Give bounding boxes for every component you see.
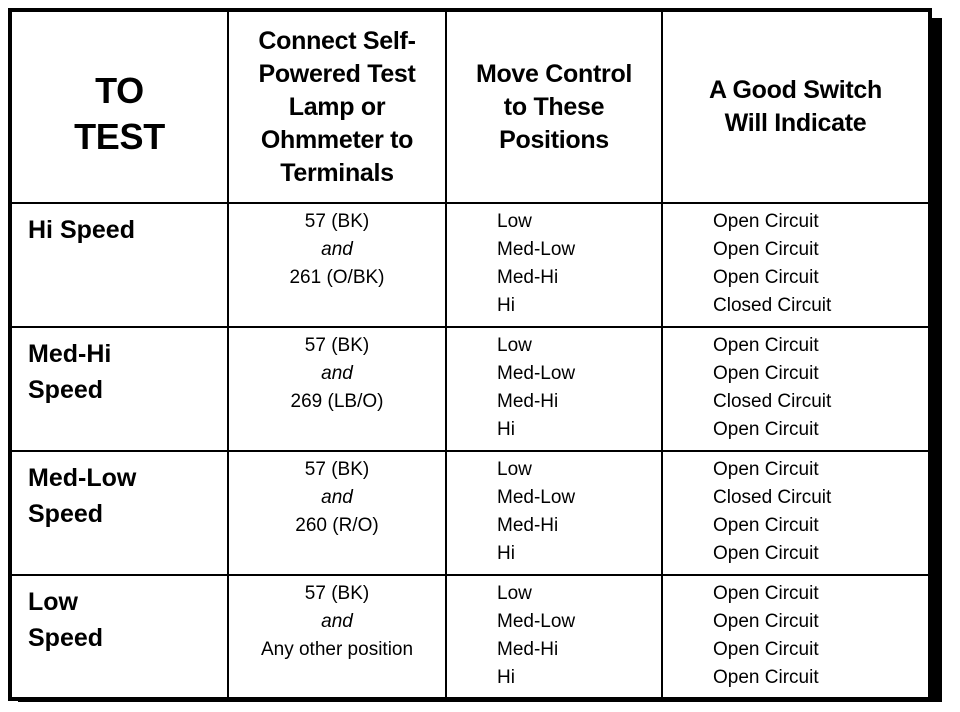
indications-cell — [662, 575, 930, 699]
switch-test-table — [8, 8, 932, 701]
terminal-a: 57 (BK) — [304, 211, 370, 232]
terminal-a: 57 (BK) — [304, 335, 370, 356]
indication-item: Open Circuit — [713, 363, 819, 384]
terminal-a: 57 (BK) — [304, 459, 370, 480]
positions-cell — [446, 451, 662, 575]
terminal-b: Any other position — [260, 639, 414, 660]
position-item: Hi — [497, 543, 515, 564]
indication-item: Open Circuit — [713, 667, 819, 688]
terminals-cell — [228, 327, 446, 451]
indication-item: Open Circuit — [713, 515, 819, 536]
header-to-test — [10, 10, 228, 203]
terminals-cell — [228, 451, 446, 575]
position-item: Med-Low — [497, 487, 576, 508]
header-good-line: A Good Switch — [709, 76, 882, 104]
position-item: Med-Low — [497, 611, 576, 632]
header-row — [10, 10, 930, 203]
header-connect-line: Powered Test — [258, 59, 416, 88]
header-move-line: to These — [503, 92, 605, 121]
header-move-control — [446, 10, 662, 203]
header-connect-line: Ohmmeter to — [260, 125, 414, 154]
header-to-test-line: TEST — [74, 116, 165, 157]
header-good-switch — [662, 10, 930, 203]
position-item: Low — [497, 459, 532, 480]
header-connect-line: Terminals — [280, 158, 394, 187]
indication-item: Closed Circuit — [713, 295, 832, 316]
indication-item: Open Circuit — [713, 335, 819, 356]
terminal-b: 260 (R/O) — [295, 515, 379, 536]
position-item: Low — [497, 211, 532, 232]
table-row — [10, 575, 930, 699]
position-item: Med-Hi — [497, 391, 559, 412]
table-row — [10, 327, 930, 451]
indication-item: Open Circuit — [713, 211, 819, 232]
terminal-and: and — [321, 239, 353, 260]
positions-cell — [446, 203, 662, 327]
header-connect-line: Lamp or — [288, 92, 386, 121]
header-to-test-line: TO — [95, 70, 144, 111]
position-item: Hi — [497, 667, 515, 688]
indication-item: Open Circuit — [713, 611, 819, 632]
test-name: Speed — [28, 624, 104, 652]
header-connect-line: Connect Self- — [258, 26, 416, 55]
table-row — [10, 451, 930, 575]
indication-item: Open Circuit — [713, 639, 819, 660]
position-item: Low — [497, 583, 532, 604]
terminal-b: 269 (LB/O) — [290, 391, 384, 412]
indication-item: Open Circuit — [713, 419, 819, 440]
position-item: Med-Low — [497, 239, 576, 260]
indications-cell — [662, 203, 930, 327]
header-good-line: Will Indicate — [724, 109, 867, 137]
position-item: Low — [497, 335, 532, 356]
positions-cell — [446, 327, 662, 451]
test-name: Hi Speed — [28, 216, 135, 244]
indications-cell — [662, 451, 930, 575]
terminals-cell — [228, 575, 446, 699]
position-item: Med-Low — [497, 363, 576, 384]
indication-item: Closed Circuit — [713, 391, 832, 412]
terminal-b: 261 (O/BK) — [289, 267, 385, 288]
indication-item: Open Circuit — [713, 267, 819, 288]
position-item: Med-Hi — [497, 639, 559, 660]
test-name-cell — [10, 327, 228, 451]
header-move-line: Positions — [499, 125, 609, 154]
indication-item: Open Circuit — [713, 543, 819, 564]
test-name: Med-Low — [28, 464, 137, 492]
table-row — [10, 203, 930, 327]
position-item: Hi — [497, 419, 515, 440]
test-name: Speed — [28, 376, 104, 404]
test-name: Med-Hi — [28, 340, 112, 368]
position-item: Hi — [497, 295, 515, 316]
indication-item: Open Circuit — [713, 459, 819, 480]
test-name-cell — [10, 451, 228, 575]
positions-cell — [446, 575, 662, 699]
terminal-and: and — [321, 611, 353, 632]
position-item: Med-Hi — [497, 267, 559, 288]
header-connect-terminals — [228, 10, 446, 203]
terminals-cell — [228, 203, 446, 327]
test-name: Speed — [28, 500, 104, 528]
terminal-and: and — [321, 487, 353, 508]
position-item: Med-Hi — [497, 515, 559, 536]
terminal-a: 57 (BK) — [304, 583, 370, 604]
header-move-line: Move Control — [475, 59, 633, 88]
indication-item: Open Circuit — [713, 239, 819, 260]
test-name-cell — [10, 203, 228, 327]
test-name: Low — [28, 588, 78, 616]
indication-item: Closed Circuit — [713, 487, 832, 508]
indications-cell — [662, 327, 930, 451]
test-name-cell — [10, 575, 228, 699]
indication-item: Open Circuit — [713, 583, 819, 604]
terminal-and: and — [321, 363, 353, 384]
